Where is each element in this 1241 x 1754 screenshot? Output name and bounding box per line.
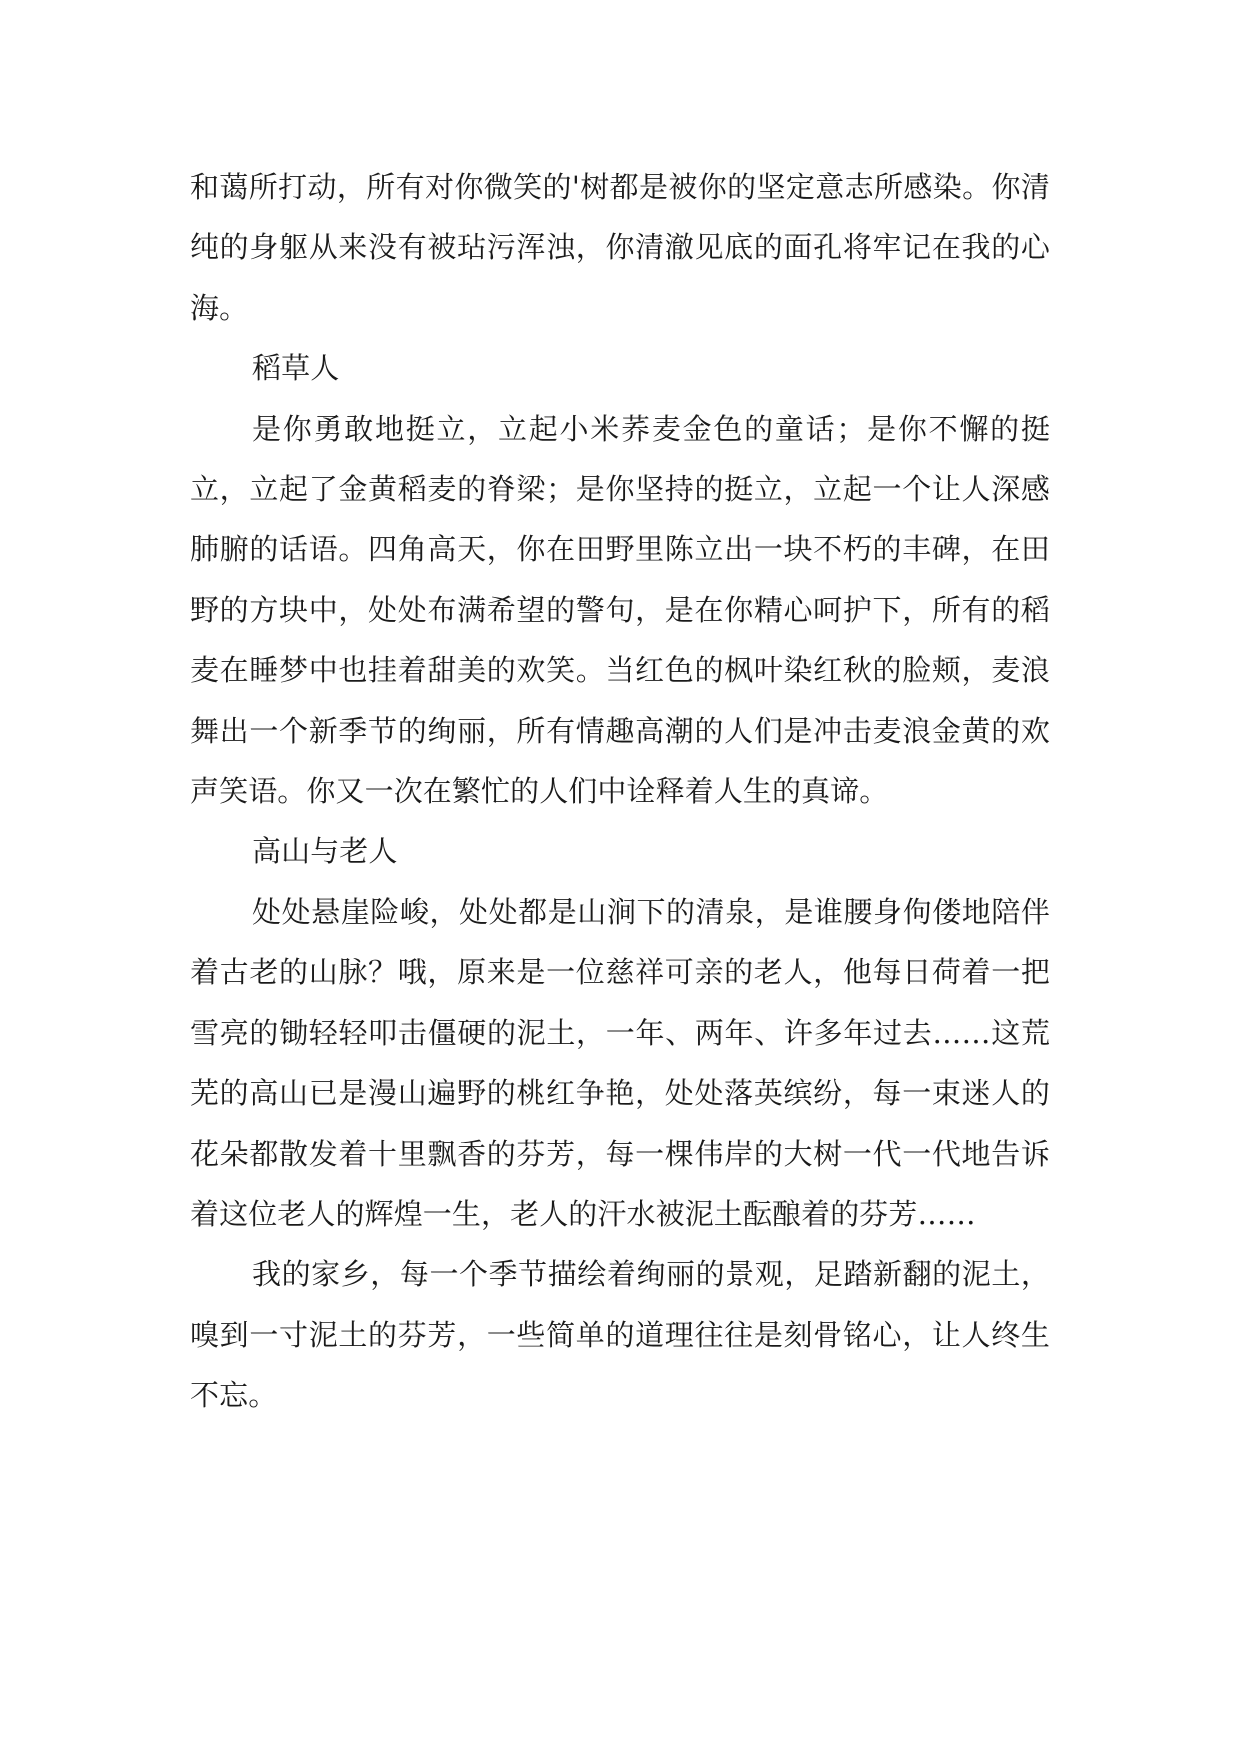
paragraph-scarecrow: 是你勇敢地挺立，立起小米荞麦金色的童话；是你不懈的挺立，立起了金黄稻麦的脊梁；是你坚持的挺立，立起一个让人深感肺腑的话语。四角高天，你在田野里陈立出一块不朽的丰碑，在田野的方块中，处处布满希望的警句，是在你精心呵护下，所有的稻麦在睡梦中也挂着甜美的欢笑。当红色的枫叶染红秋的脸颊，麦浪舞出一个新季节的绚丽，所有情趣高潮的人们是冲击麦浪金黄的欢声笑语。你又一次在繁忙的人们中诠释着人生的真谛。	[190, 411, 1050, 809]
section-heading-scarecrow: 稻草人	[252, 351, 340, 386]
document-body	[190, 157, 1050, 1426]
paragraph-conclusion: 我的家乡，每一个季节描绘着绚丽的景观，足踏新翻的泥土，嗅到一寸泥土的芬芳，一些简单的道理往往是刻骨铭心，让人终生不忘。	[190, 1257, 1050, 1413]
paragraph-mountain-elder: 处处悬崖险峻，处处都是山涧下的清泉，是谁腰身佝偻地陪伴着古老的山脉？哦，原来是一位慈祥可亲的老人，他每日荷着一把雪亮的锄轻轻叩击僵硬的泥土，一年、两年、许多年过去……这荒芜的高山已是漫山遍野的桃红争艳，处处落英缤纷，每一束迷人的花朵都散发着十里飘香的芬芳，每一棵伟岸的大树一代一代地告诉着这位老人的辉煌一生，老人的汗水被泥土酝酿着的芬芳……	[190, 894, 1050, 1231]
section-heading-mountain-elder: 高山与老人	[252, 834, 398, 869]
paragraph-intro-continued: 和蔼所打动，所有对你微笑的'树都是被你的坚定意志所感染。你清纯的身躯从来没有被玷污浑浊，你清澈见底的面孔将牢记在我的心海。	[190, 170, 1050, 325]
